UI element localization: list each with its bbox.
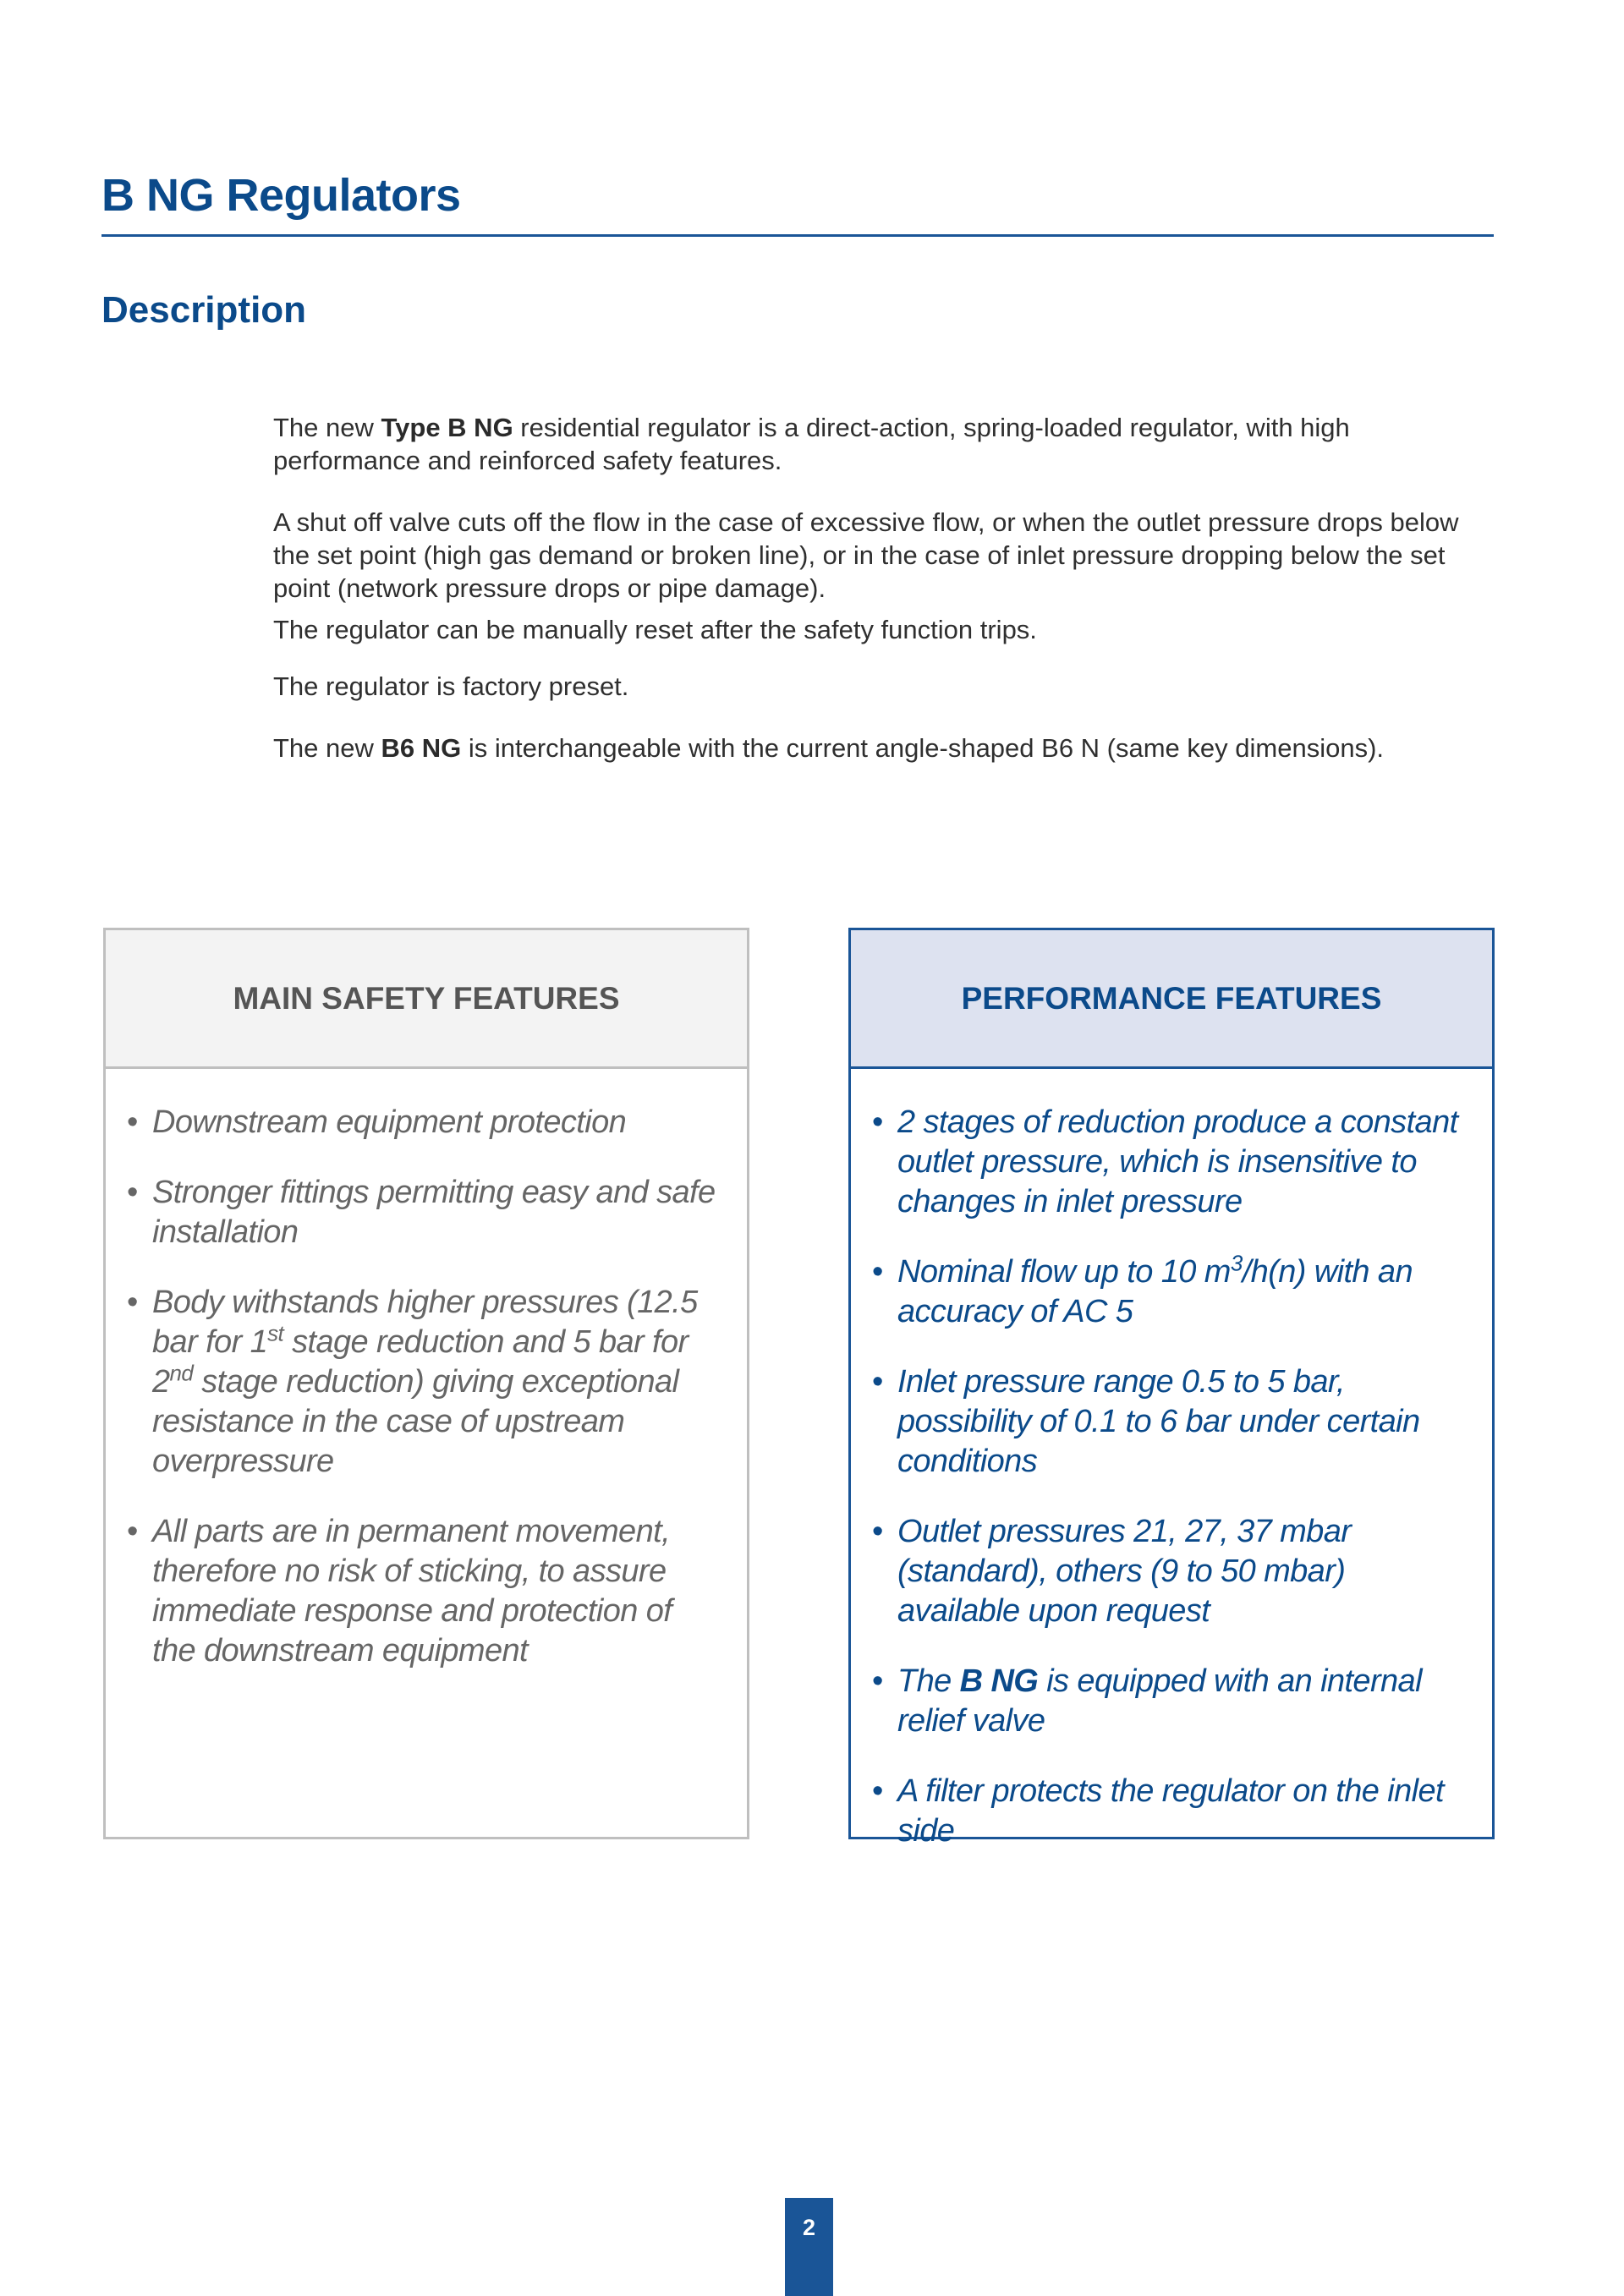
safety-features-box bbox=[103, 928, 749, 1839]
description-paragraph: The new B6 NG is interchangeable with the current angle-shaped B6 N (same key dimensions). bbox=[273, 733, 1385, 763]
list-item: • A filter protects the regulator on the inlet side bbox=[872, 1773, 1445, 1849]
product-name: B NG bbox=[959, 1663, 1039, 1699]
bullet-icon: • bbox=[127, 1514, 138, 1549]
bullet-icon: • bbox=[872, 1254, 883, 1290]
bullet-icon: • bbox=[872, 1773, 883, 1809]
list-item: • Inlet pressure range 0.5 to 5 bar, possibility of 0.1 to 6 bar under certain conditions bbox=[872, 1364, 1420, 1479]
list-item: • Outlet pressures 21, 27, 37 mbar (standard), others (9 to 50 mbar) available upon request bbox=[872, 1514, 1352, 1629]
performance-features-list bbox=[851, 1069, 1492, 1851]
safety-features-list bbox=[106, 1069, 747, 1671]
product-name: B6 NG bbox=[381, 733, 462, 763]
page-title: B NG Regulators bbox=[102, 170, 461, 221]
list-item: • All parts are in permanent movement, therefore no risk of sticking, to assure immediate response and protection of the downstream equipment bbox=[127, 1514, 672, 1669]
page-number-tab bbox=[785, 2198, 833, 2296]
bullet-icon: • bbox=[872, 1104, 883, 1140]
description-paragraph: The regulator is factory preset. bbox=[273, 671, 629, 701]
list-item: • Nominal flow up to 10 $m^3/h(n)$ with an accuracy of AC 5 bbox=[872, 1250, 1413, 1329]
list-item: • Downstream equipment protection bbox=[127, 1103, 721, 1143]
list-item: • Stronger fittings permitting easy and safe installation bbox=[127, 1175, 716, 1250]
description-paragraph: A shut off valve cuts off the flow in the case of excessive flow, or when the outlet pressure drops below the set point (high gas demand or broken line), or in the case of inlet pressure dropping below the set point (network pressure drops or pipe damage). bbox=[273, 507, 1459, 603]
bullet-icon: • bbox=[872, 1663, 883, 1699]
title-rule bbox=[102, 234, 1494, 237]
performance-features-box bbox=[848, 928, 1495, 1849]
page-number: 2 bbox=[802, 2215, 816, 2240]
list-item: • 2 stages of reduction produce a constant outlet pressure, which is insensitive to changes in inlet pressure bbox=[872, 1104, 1458, 1219]
safety-features-heading: MAIN SAFETY FEATURES bbox=[106, 930, 747, 1069]
bullet-icon: • bbox=[127, 1285, 138, 1320]
description-paragraph: The regulator can be manually reset after the safety function trips. bbox=[273, 615, 1037, 644]
bullet-icon: • bbox=[872, 1514, 883, 1549]
list-item: • The B NG is equipped with an internal relief valve bbox=[872, 1663, 1422, 1739]
section-heading-description: Description bbox=[102, 289, 307, 331]
bullet-icon: • bbox=[872, 1364, 883, 1400]
bullet-icon: • bbox=[127, 1175, 138, 1210]
product-name: Type B NG bbox=[381, 413, 513, 442]
performance-features-heading: PERFORMANCE FEATURES bbox=[851, 930, 1492, 1069]
description-paragraph: The new Type B NG residential regulator is a direct-action, spring-loaded regulator, with high performance and reinforced safety features. bbox=[273, 413, 1350, 475]
description-body bbox=[273, 411, 1491, 764]
list-item: • Body withstands higher pressures (12.5 bar for 1st stage reduction and 5 bar for 2nd stage reduction) giving exceptional resistance in the case of upstream overpressure bbox=[127, 1285, 698, 1479]
bullet-icon: • bbox=[127, 1104, 138, 1140]
